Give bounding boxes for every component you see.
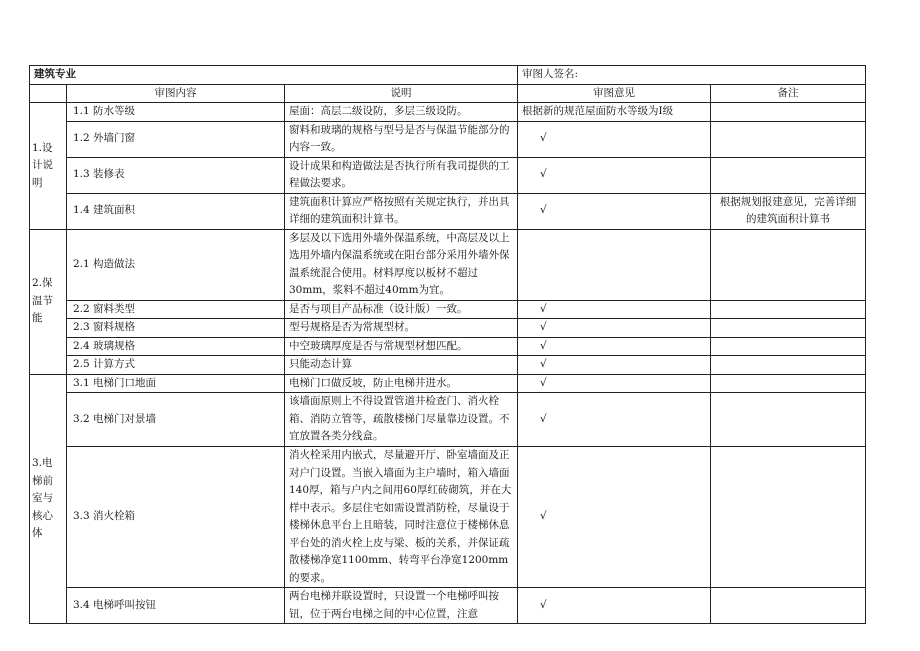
discipline-title: 建筑专业 bbox=[30, 66, 518, 85]
item-opinion: √ bbox=[518, 588, 711, 624]
table-row bbox=[30, 356, 866, 375]
section-label-insulation: 2.保 温节 能 bbox=[30, 229, 67, 374]
item-opinion: √ bbox=[518, 300, 711, 319]
item-note bbox=[711, 588, 866, 624]
table-row bbox=[30, 229, 866, 300]
table-row bbox=[30, 447, 866, 588]
item-opinion: √ bbox=[518, 393, 711, 447]
item-description: 建筑面积计算应严格按照有关规定执行，并出具详细的建筑面积计算书。 bbox=[285, 193, 518, 229]
item-name: 1.2 外墙门窗 bbox=[67, 121, 285, 157]
item-name: 2.3 窗料规格 bbox=[67, 319, 285, 338]
item-name: 2.5 计算方式 bbox=[67, 356, 285, 375]
item-opinion: √ bbox=[518, 193, 711, 229]
item-note: 根据规划报建意见，完善详细的建筑面积计算书 bbox=[711, 193, 866, 229]
column-header-row bbox=[30, 84, 866, 103]
item-description: 该墙面原则上不得设置管道井检查门、消火栓箱、消防立管等，疏散楼梯门尽量靠边设置。不宜放置各类分线盒。 bbox=[285, 393, 518, 447]
item-name: 3.1 电梯门口地面 bbox=[67, 374, 285, 393]
item-opinion bbox=[518, 229, 711, 300]
table-row bbox=[30, 103, 866, 122]
column-header-description: 说明 bbox=[285, 84, 518, 103]
table-row bbox=[30, 393, 866, 447]
item-opinion: √ bbox=[518, 121, 711, 157]
item-opinion: √ bbox=[518, 447, 711, 588]
item-name: 3.4 电梯呼叫按钮 bbox=[67, 588, 285, 624]
item-note bbox=[711, 121, 866, 157]
table-row bbox=[30, 588, 866, 624]
reviewer-signature-label: 审图人签名: bbox=[518, 66, 866, 85]
table-row bbox=[30, 374, 866, 393]
item-note bbox=[711, 356, 866, 375]
item-opinion: √ bbox=[518, 374, 711, 393]
item-opinion: √ bbox=[518, 157, 711, 193]
item-opinion: √ bbox=[518, 319, 711, 338]
column-header-opinion: 审图意见 bbox=[518, 84, 711, 103]
item-name: 1.4 建筑面积 bbox=[67, 193, 285, 229]
item-description: 型号规格是否为常规型材。 bbox=[285, 319, 518, 338]
review-checklist-table bbox=[29, 65, 866, 624]
column-header-blank bbox=[30, 84, 67, 103]
item-opinion: √ bbox=[518, 356, 711, 375]
section-label-design: 1.设 计说 明 bbox=[30, 103, 67, 230]
item-description: 两台电梯并联设置时，只设置一个电梯呼叫按钮，位于两台电梯之间的中心位置，注意 bbox=[285, 588, 518, 624]
item-description: 中空玻璃厚度是否与常规型材想匹配。 bbox=[285, 337, 518, 356]
item-description: 窗料和玻璃的规格与型号是否与保温节能部分的内容一致。 bbox=[285, 121, 518, 157]
item-name: 1.3 装修表 bbox=[67, 157, 285, 193]
section-label-elevator: 3.电 梯前 室与 核心 体 bbox=[30, 374, 67, 624]
item-note bbox=[711, 374, 866, 393]
table-row bbox=[30, 300, 866, 319]
item-description: 设计成果和构造做法是否执行所有我司提供的工程做法要求。 bbox=[285, 157, 518, 193]
item-name: 1.1 防水等级 bbox=[67, 103, 285, 122]
item-description: 屋面：高层二级设防，多层三级设防。 bbox=[285, 103, 518, 122]
column-header-content: 审图内容 bbox=[67, 84, 285, 103]
item-note bbox=[711, 300, 866, 319]
table-row bbox=[30, 121, 866, 157]
table-row bbox=[30, 193, 866, 229]
item-description: 电梯门口做反坡，防止电梯井进水。 bbox=[285, 374, 518, 393]
item-name: 3.2 电梯门对景墙 bbox=[67, 393, 285, 447]
item-note bbox=[711, 103, 866, 122]
column-header-note: 备注 bbox=[711, 84, 866, 103]
table-row bbox=[30, 319, 866, 338]
item-name: 3.3 消火栓箱 bbox=[67, 447, 285, 588]
item-name: 2.1 构造做法 bbox=[67, 229, 285, 300]
item-opinion: 根据新的规范屋面防水等级为Ⅰ级 bbox=[518, 103, 711, 122]
header-row bbox=[30, 66, 866, 85]
item-note bbox=[711, 447, 866, 588]
item-note bbox=[711, 319, 866, 338]
item-opinion: √ bbox=[518, 337, 711, 356]
table-row bbox=[30, 337, 866, 356]
item-note bbox=[711, 393, 866, 447]
item-note bbox=[711, 157, 866, 193]
item-note bbox=[711, 229, 866, 300]
table-row bbox=[30, 157, 866, 193]
item-note bbox=[711, 337, 866, 356]
item-description: 多层及以下选用外墙外保温系统，中高层及以上选用外墙内保温系统或在阳台部分采用外墙外保温系统混合使用。材料厚度以板材不超过30mm，浆料不超过40mm为宜。 bbox=[285, 229, 518, 300]
item-name: 2.4 玻璃规格 bbox=[67, 337, 285, 356]
item-name: 2.2 窗料类型 bbox=[67, 300, 285, 319]
item-description: 消火栓采用内嵌式，尽量避开厅、卧室墙面及正对户门设置。当嵌入墙面为主户墙时，箱入墙面140厚，箱与户内之间用60厚红砖砌筑，并在大样中表示。多层住宅如需设置消防栓，尽量设于楼梯休息平台上且暗装，同时注意位于楼梯休息平台处的消火栓上皮与梁、板的关系，并保证疏散楼梯净宽1100mm、转弯平台净宽1200mm的要求。 bbox=[285, 447, 518, 588]
item-description: 只能动态计算 bbox=[285, 356, 518, 375]
item-description: 是否与项目产品标准（设计版）一致。 bbox=[285, 300, 518, 319]
